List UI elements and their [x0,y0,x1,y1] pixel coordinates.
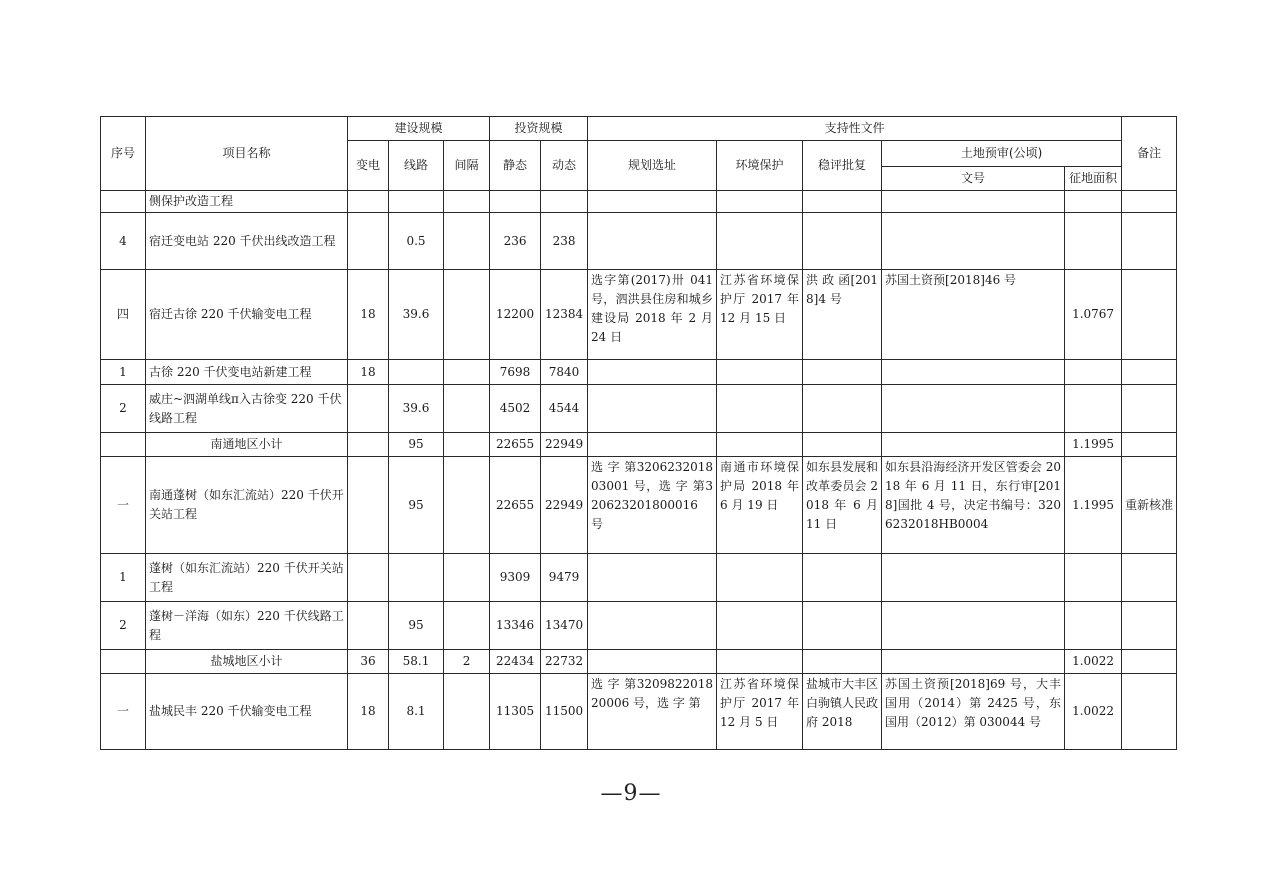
cell-seq [101,433,146,457]
cell-static: 13346 [490,602,541,650]
cell-line: 58.1 [389,650,444,674]
cell-substation [348,213,389,270]
cell-environment: 南通市环境保护局 2018 年 6 月 19 日 [717,457,803,554]
cell-name: 盐城地区小计 [146,650,348,674]
cell-doc-no [882,650,1065,674]
cell-site-planning [588,191,717,213]
cell-dynamic: 9479 [541,554,588,602]
cell-substation: 36 [348,650,389,674]
cell-doc-no: 如东县沿海经济开发区管委会 2018 年 6 月 11 日，东行审[2018]国批 4 号，决定书编号：3206232018HB0004 [882,457,1065,554]
cell-doc-no [882,602,1065,650]
cell-land-area [1065,385,1122,433]
cell-site-planning [588,554,717,602]
cell-stability [803,602,882,650]
cell-doc-no: 苏国土资预[2018]69 号，大丰国用（2014）第 2425 号，东国用（2012）第 030044 号 [882,674,1065,750]
cell-substation [348,457,389,554]
cell-environment: 江苏省环境保护厅 2017 年 12 月 5 日 [717,674,803,750]
cell-dynamic: 11500 [541,674,588,750]
cell-dynamic: 4544 [541,385,588,433]
cell-static: 11305 [490,674,541,750]
cell-bay [444,554,490,602]
cell-site-planning: 选 字 第320982201820006 号，选 字 第 [588,674,717,750]
cell-site-planning [588,360,717,385]
cell-substation [348,191,389,213]
cell-bay [444,270,490,360]
cell-bay [444,674,490,750]
table-row [101,457,1177,554]
cell-stability [803,213,882,270]
cell-line: 39.6 [389,270,444,360]
cell-static: 4502 [490,385,541,433]
table-row [101,191,1177,213]
cell-seq [101,191,146,213]
cell-remark [1122,213,1177,270]
table-row [101,270,1177,360]
header-dynamic: 动态 [541,141,588,191]
cell-land-area: 1.1995 [1065,433,1122,457]
cell-doc-no [882,385,1065,433]
cell-name: 宿迁古徐 220 千伏输变电工程 [146,270,348,360]
cell-static: 12200 [490,270,541,360]
header-land-pre-review: 土地预审(公顷) [882,141,1122,167]
cell-site-planning [588,433,717,457]
header-substation: 变电 [348,141,389,191]
cell-line: 8.1 [389,674,444,750]
cell-remark [1122,270,1177,360]
header-bay: 间隔 [444,141,490,191]
table-row [101,385,1177,433]
cell-environment [717,191,803,213]
cell-stability [803,385,882,433]
cell-bay [444,433,490,457]
cell-seq: 一 [101,457,146,554]
cell-site-planning: 选 字 第320623201803001 号，选 字 第320623201800016 号 [588,457,717,554]
cell-dynamic: 12384 [541,270,588,360]
cell-stability: 洪 政 函[2018]4 号 [803,270,882,360]
cell-seq: 一 [101,674,146,750]
cell-site-planning [588,213,717,270]
cell-name: 蓬树（如东汇流站）220 千伏开关站工程 [146,554,348,602]
cell-static [490,191,541,213]
cell-remark [1122,360,1177,385]
cell-remark [1122,385,1177,433]
cell-static: 236 [490,213,541,270]
cell-site-planning [588,385,717,433]
cell-seq: 2 [101,385,146,433]
cell-stability: 如东县发展和改革委员会 2018 年 6 月 11 日 [803,457,882,554]
table-row [101,360,1177,385]
cell-stability [803,360,882,385]
cell-bay: 2 [444,650,490,674]
cell-dynamic: 22732 [541,650,588,674]
cell-land-area [1065,360,1122,385]
table-row [101,433,1177,457]
cell-bay [444,360,490,385]
cell-static: 7698 [490,360,541,385]
cell-static: 22655 [490,433,541,457]
cell-environment [717,213,803,270]
header-environment: 环境保护 [717,141,803,191]
cell-seq: 1 [101,360,146,385]
cell-line [389,554,444,602]
project-table [100,116,1177,750]
cell-environment [717,602,803,650]
document-sheet [100,116,1173,750]
cell-bay [444,385,490,433]
header-seq: 序号 [101,117,146,191]
table-row [101,602,1177,650]
cell-land-area [1065,554,1122,602]
table-row [101,554,1177,602]
cell-remark [1122,602,1177,650]
cell-dynamic: 7840 [541,360,588,385]
cell-substation: 18 [348,674,389,750]
header-doc-no: 文号 [882,167,1065,191]
cell-remark [1122,650,1177,674]
cell-remark [1122,433,1177,457]
cell-line: 95 [389,457,444,554]
header-land-area: 征地面积 [1065,167,1122,191]
cell-substation [348,602,389,650]
header-construction-scale: 建设规模 [348,117,490,141]
header-name: 项目名称 [146,117,348,191]
cell-doc-no [882,213,1065,270]
cell-name: 威庄~泗湖单线π入古徐变 220 千伏线路工程 [146,385,348,433]
header-line: 线路 [389,141,444,191]
header-stability: 稳评批复 [803,141,882,191]
header-site-planning: 规划选址 [588,141,717,191]
cell-bay [444,457,490,554]
cell-line [389,191,444,213]
cell-bay [444,602,490,650]
cell-bay [444,191,490,213]
cell-name: 南通地区小计 [146,433,348,457]
cell-doc-no [882,554,1065,602]
cell-environment [717,554,803,602]
cell-seq: 4 [101,213,146,270]
table-row [101,213,1177,270]
header-static: 静态 [490,141,541,191]
cell-substation [348,433,389,457]
cell-name: 南通蓬树（如东汇流站）220 千伏开关站工程 [146,457,348,554]
cell-name: 宿迁变电站 220 千伏出线改造工程 [146,213,348,270]
cell-environment [717,433,803,457]
cell-stability: 盐城市大丰区白驹镇人民政府 2018 [803,674,882,750]
cell-seq [101,650,146,674]
cell-dynamic: 22949 [541,457,588,554]
cell-site-planning [588,602,717,650]
cell-dynamic: 238 [541,213,588,270]
table-row [101,650,1177,674]
cell-stability [803,650,882,674]
header-remarks: 备注 [1122,117,1177,191]
cell-dynamic [541,191,588,213]
cell-line: 39.6 [389,385,444,433]
cell-land-area [1065,191,1122,213]
cell-dynamic: 13470 [541,602,588,650]
cell-seq: 2 [101,602,146,650]
cell-remark [1122,191,1177,213]
header-investment-scale: 投资规模 [490,117,588,141]
cell-site-planning: 选字第(2017)卅 041号，泗洪县住房和城乡建设局 2018 年 2 月 24 日 [588,270,717,360]
cell-doc-no [882,433,1065,457]
cell-land-area [1065,602,1122,650]
cell-substation [348,554,389,602]
table-body [101,191,1177,750]
cell-dynamic: 22949 [541,433,588,457]
cell-name: 古徐 220 千伏变电站新建工程 [146,360,348,385]
cell-static: 22434 [490,650,541,674]
cell-land-area [1065,213,1122,270]
cell-substation: 18 [348,270,389,360]
cell-static: 22655 [490,457,541,554]
cell-doc-no [882,191,1065,213]
cell-remark [1122,674,1177,750]
cell-line: 0.5 [389,213,444,270]
cell-seq: 四 [101,270,146,360]
cell-name: 蓬树－洋海（如东）220 千伏线路工程 [146,602,348,650]
cell-bay [444,213,490,270]
cell-land-area: 1.0022 [1065,650,1122,674]
cell-environment [717,360,803,385]
cell-line: 95 [389,602,444,650]
cell-remark [1122,554,1177,602]
header-support-docs: 支持性文件 [588,117,1122,141]
cell-environment: 江苏省环境保护厅 2017 年 12 月 15 日 [717,270,803,360]
cell-doc-no: 苏国土资预[2018]46 号 [882,270,1065,360]
cell-site-planning [588,650,717,674]
cell-land-area: 1.0022 [1065,674,1122,750]
cell-doc-no [882,360,1065,385]
table-row [101,674,1177,750]
cell-substation [348,385,389,433]
cell-land-area: 1.1995 [1065,457,1122,554]
cell-name: 盐城民丰 220 千伏输变电工程 [146,674,348,750]
cell-stability [803,433,882,457]
cell-line: 95 [389,433,444,457]
cell-static: 9309 [490,554,541,602]
page-number: —9— [600,781,662,806]
cell-stability [803,554,882,602]
cell-seq: 1 [101,554,146,602]
cell-environment [717,385,803,433]
cell-substation: 18 [348,360,389,385]
cell-stability [803,191,882,213]
cell-name: 侧保护改造工程 [146,191,348,213]
cell-environment [717,650,803,674]
cell-line [389,360,444,385]
cell-remark: 重新核准 [1122,457,1177,554]
cell-land-area: 1.0767 [1065,270,1122,360]
